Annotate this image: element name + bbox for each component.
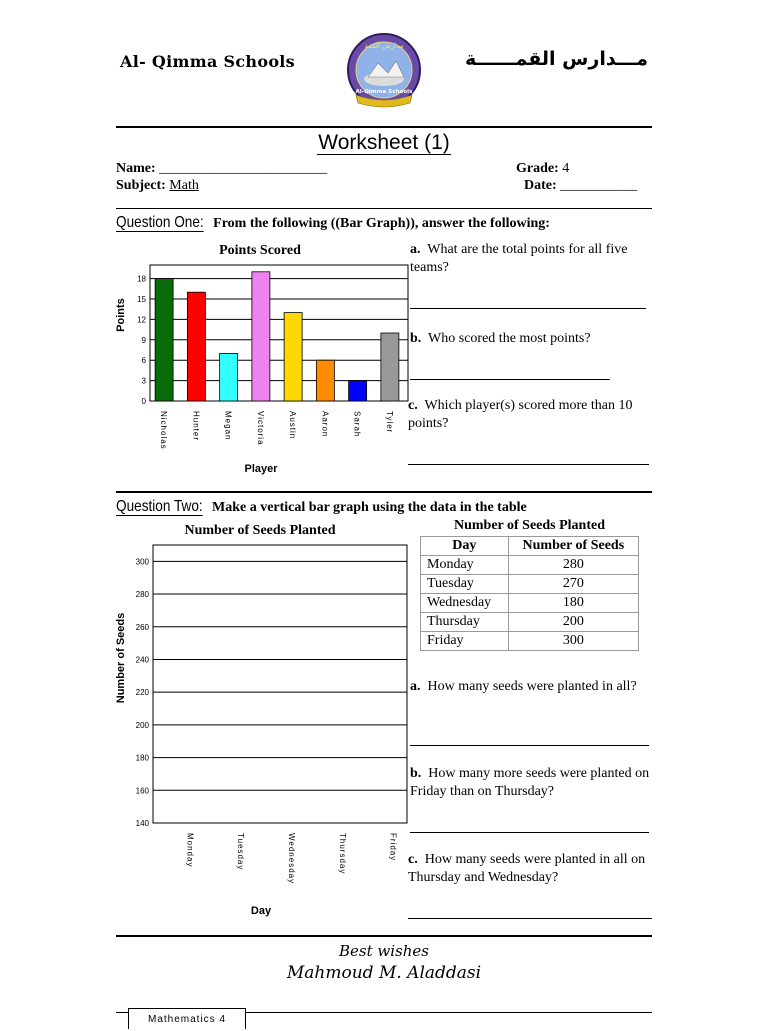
bar-victoria xyxy=(252,272,270,401)
bar-hunter xyxy=(187,292,205,401)
school-name-arabic: مـــدارس القمــــــة xyxy=(465,48,649,70)
y-tick-label: 9 xyxy=(141,335,146,345)
school-logo xyxy=(344,33,424,111)
question-two-header: Question Two: Make a vertical bar graph using the data in the table xyxy=(116,498,527,515)
question-divider xyxy=(116,491,652,493)
x-tick-label: Sarah xyxy=(352,411,362,438)
y-tick-label: 6 xyxy=(141,356,146,366)
table-row xyxy=(421,556,639,575)
x-tick-label: Friday xyxy=(388,833,398,862)
seeds-planted-chart[interactable] xyxy=(110,518,410,922)
q1-a: a. What are the total points for all five teams? xyxy=(410,242,628,275)
grade-line: Grade: 4 xyxy=(516,161,570,176)
table-cell-day: Monday xyxy=(421,556,509,575)
y-tick-label: 240 xyxy=(135,655,149,665)
y-tick-label: 3 xyxy=(141,376,146,386)
x-tick-label: Megan xyxy=(223,411,233,441)
points-scored-chart xyxy=(110,238,410,480)
y-tick-label: 12 xyxy=(137,315,146,325)
x-axis-label: Day xyxy=(250,905,272,917)
q1-b-answer-line[interactable] xyxy=(410,379,610,380)
y-tick-label: 180 xyxy=(135,753,149,763)
best-wishes: Best wishes xyxy=(339,942,429,960)
name-line: Name: ________________________ xyxy=(116,161,328,176)
logo-arabic-text: مدارس القمة xyxy=(364,42,404,50)
y-tick-label: 140 xyxy=(135,819,149,828)
logo-text: Al-Qimma Schools xyxy=(355,89,413,95)
x-tick-label: Nicholas xyxy=(159,411,169,450)
table-cell-day: Tuesday xyxy=(421,575,509,594)
table-cell-seeds: 280 xyxy=(508,556,638,575)
q1-a-answer-line[interactable] xyxy=(410,308,646,309)
y-tick-label: 220 xyxy=(135,688,149,698)
bar-megan xyxy=(220,353,238,401)
table-cell-seeds: 200 xyxy=(508,613,638,632)
q1-c-answer-line[interactable] xyxy=(408,464,649,465)
chart-title: Number of Seeds Planted xyxy=(184,523,336,538)
x-tick-label: Austin xyxy=(288,411,298,440)
y-tick-label: 280 xyxy=(135,590,149,600)
footer-tab: Mathematics 4 xyxy=(128,1008,246,1029)
plot-frame xyxy=(153,545,407,823)
bar-sarah xyxy=(349,381,367,401)
x-tick-label: Hunter xyxy=(191,411,201,442)
y-tick-label: 15 xyxy=(137,295,146,304)
table-row xyxy=(421,613,639,632)
date-line: Date: ___________ xyxy=(524,178,638,193)
y-tick-label: 260 xyxy=(135,622,149,632)
x-tick-label: Wednesday xyxy=(287,833,296,885)
table-cell-seeds: 180 xyxy=(508,594,638,613)
q2-c-answer-line[interactable] xyxy=(408,918,652,919)
y-axis-label: Points xyxy=(115,298,127,332)
header-divider xyxy=(116,126,652,128)
x-axis-label: Player xyxy=(244,463,278,475)
bar-nicholas xyxy=(155,279,173,401)
q2-b-answer-line[interactable] xyxy=(410,832,649,833)
seeds-table-header-number: Number of Seeds xyxy=(508,537,638,556)
x-tick-label: Aaron xyxy=(320,411,330,438)
info-divider xyxy=(116,208,652,209)
q2-c: c. How many seeds were planted in all on Thursday and Wednesday? xyxy=(408,852,646,885)
seeds-table-header-row xyxy=(421,537,639,556)
school-name-english: Al- Qimma Schools xyxy=(120,52,295,71)
table-cell-seeds: 300 xyxy=(508,632,638,651)
subject-line: Subject: Math xyxy=(116,178,199,193)
q2-a-answer-line[interactable] xyxy=(410,745,649,746)
x-tick-label: Monday xyxy=(185,833,195,868)
bar-tyler xyxy=(381,333,399,401)
y-tick-label: 200 xyxy=(135,720,149,730)
q2-a: a. How many seeds were planted in all? xyxy=(410,679,637,694)
y-tick-label: 160 xyxy=(135,786,149,796)
table-cell-seeds: 270 xyxy=(508,575,638,594)
x-tick-label: Tyler xyxy=(384,411,394,434)
table-cell-day: Wednesday xyxy=(421,594,509,613)
q1-c: c. Which player(s) scored more than 10 points? xyxy=(408,398,633,431)
bar-austin xyxy=(284,313,302,401)
table-row xyxy=(421,594,639,613)
x-tick-label: Thursday xyxy=(337,833,347,875)
q2-b: b. How many more seeds were planted on Friday than on Thursday? xyxy=(410,766,650,799)
table-cell-day: Thursday xyxy=(421,613,509,632)
table-row xyxy=(421,632,639,651)
footer-divider xyxy=(116,935,652,937)
y-tick-label: 0 xyxy=(141,397,146,406)
y-tick-label: 300 xyxy=(135,557,149,567)
table-row xyxy=(421,575,639,594)
x-tick-label: Victoria xyxy=(255,411,265,446)
seeds-table xyxy=(420,536,639,651)
seeds-table-header-day: Day xyxy=(421,537,509,556)
y-axis-label: Number of Seeds xyxy=(115,612,127,704)
worksheet-title: Worksheet (1) xyxy=(318,131,450,154)
question-one-header: Question One: From the following ((Bar Graph)), answer the following: xyxy=(116,214,550,231)
bar-aaron xyxy=(316,360,334,401)
x-tick-label: Tuesday xyxy=(236,833,246,871)
y-tick-label: 18 xyxy=(137,274,146,284)
seeds-table-title: Number of Seeds Planted xyxy=(453,518,606,533)
table-cell-day: Friday xyxy=(421,632,509,651)
chart-title: Points Scored xyxy=(219,243,301,258)
author-signature: Mahmoud M. Aladdasi xyxy=(286,963,482,983)
q1-b: b. Who scored the most points? xyxy=(410,331,591,346)
